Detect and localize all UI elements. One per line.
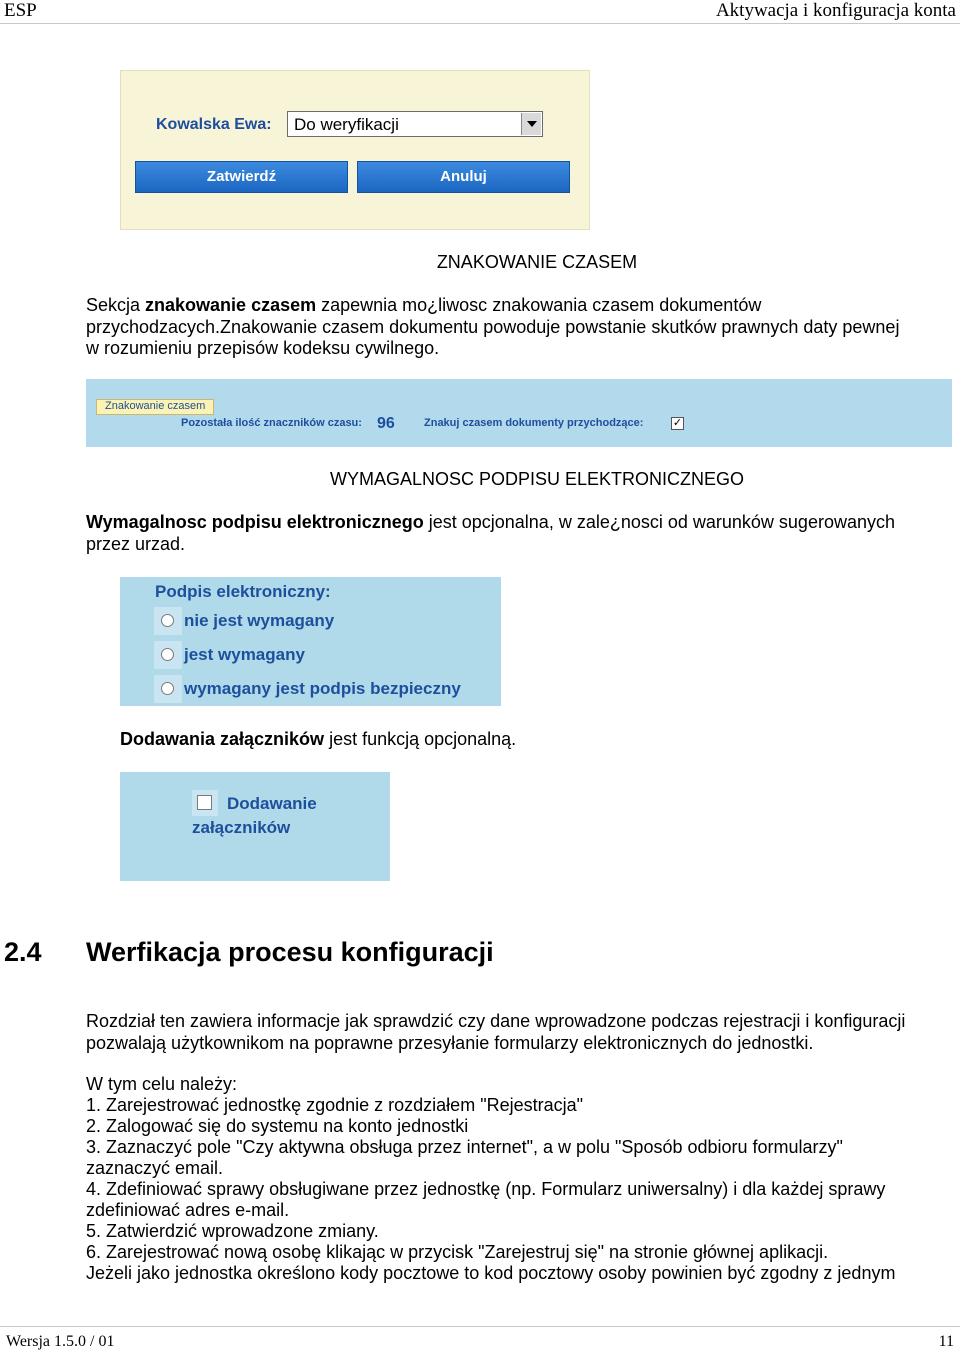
section-intro	[86, 1011, 952, 1054]
attachments-term: Dodawania załączników	[120, 729, 325, 749]
signature-paragraph-line1: Wymagalnosc podpisu elektronicznego jest opcjonalna, w zale¿nosci od warunków sugerowanych	[86, 512, 895, 532]
header-doc-title: Aktywacja i konfiguracja konta	[715, 0, 956, 21]
timestamp-paragraph-line2: przychodzacych.Znakowanie czasem dokumentu powoduje powstanie skutków prawnych daty pewnej	[86, 316, 900, 337]
approval-form-screenshot	[120, 70, 590, 230]
tab-timestamp[interactable]: Znakowanie czasem	[96, 399, 214, 415]
signature-panel-title: Podpis elektroniczny:	[155, 582, 331, 601]
step-item: 6. Zarejestrować nową osobę klikając w przycisk "Zarejestruj się" na stronie głównej aplikacji.	[86, 1242, 829, 1262]
confirm-button[interactable]: Zatwierdź	[135, 161, 348, 193]
signature-option-label: jest wymagany	[184, 645, 305, 664]
chevron-down-icon[interactable]	[521, 113, 541, 135]
postal-code-note: Jeżeli jako jednostka określono kody pocztowe to kod pocztowy osoby powinien być zgodny z jednym	[86, 1263, 896, 1283]
signature-option-label: wymagany jest podpis bezpieczny	[184, 679, 461, 698]
timestamp-panel-screenshot	[86, 379, 952, 447]
signature-paragraph-line2: przez urzad.	[86, 533, 186, 554]
timestamp-paragraph	[86, 295, 952, 360]
radio-button[interactable]	[161, 614, 174, 627]
signature-option-label: nie jest wymagany	[184, 611, 335, 630]
signature-term: Wymagalnosc podpisu elektronicznego	[86, 512, 424, 532]
signature-panel-screenshot	[120, 577, 501, 706]
section-heading: Werfikacja procesu konfiguracji	[86, 937, 494, 967]
user-name-label: Kowalska Ewa:	[156, 116, 272, 133]
cancel-button[interactable]: Anuluj	[357, 161, 570, 193]
stamp-incoming-checkbox[interactable]	[671, 417, 684, 430]
signature-paragraph	[86, 512, 952, 555]
section-intro-line2: pozwalają użytkownikom na poprawne przesyłanie formularzy elektronicznych do jednostki.	[86, 1032, 814, 1053]
step-item: 5. Zatwierdzić wprowadzone zmiany.	[86, 1221, 379, 1241]
attachments-note: Dodawania załączników jest funkcją opcjonalną.	[120, 729, 517, 749]
step-item: 2. Zalogować się do systemu na konto jednostki	[86, 1116, 469, 1136]
stamp-incoming-label: Znakuj czasem dokumenty przychodzące:	[424, 417, 644, 429]
timestamp-term: znakowanie czasem	[145, 295, 317, 315]
step-item: 1. Zarejestrować jednostkę zgodnie z rozdziałem "Rejestracja"	[86, 1095, 584, 1115]
header-doc-code: ESP	[4, 0, 37, 21]
steps-intro: W tym celu należy:	[86, 1074, 238, 1094]
header-divider	[0, 23, 960, 24]
section-title-signature: WYMAGALNOSC PODPISU ELEKTRONICZNEGO	[329, 469, 745, 489]
status-select-value: Do weryfikacji	[294, 115, 399, 134]
step-item-continued: zaznaczyć email.	[86, 1158, 224, 1178]
attachments-checkbox-label: Dodawanie załączników	[192, 794, 317, 837]
step-item-continued: zdefiniować adres e-mail.	[86, 1200, 290, 1220]
step-item: 4. Zdefiniować sprawy obsługiwane przez jednostkę (np. Formularz uniwersalny) i dla każdej sprawy	[86, 1179, 886, 1199]
radio-button[interactable]	[161, 648, 174, 661]
checkmark-icon: ✓	[672, 417, 683, 429]
attachments-panel-screenshot	[120, 772, 390, 881]
radio-button[interactable]	[161, 682, 174, 695]
remaining-stamps-label: Pozostała ilość znaczników czasu:	[181, 417, 362, 429]
page-number: 11	[938, 1333, 954, 1350]
status-select[interactable]	[287, 111, 543, 137]
section-number: 2.4	[4, 937, 42, 967]
timestamp-paragraph-line3: w rozumieniu przepisów kodeksu cywilnego.	[86, 338, 440, 358]
section-title-timestamp: ZNAKOWANIE CZASEM	[436, 252, 638, 272]
step-item: 3. Zaznaczyć pole "Czy aktywna obsługa przez internet", a w polu "Sposób odbioru formularzy"	[86, 1137, 843, 1157]
timestamp-paragraph-line1: Sekcja znakowanie czasem zapewnia mo¿liwosc znakowania czasem dokumentów	[86, 295, 762, 315]
section-intro-line1: Rozdział ten zawiera informacje jak sprawdzić czy dane wprowadzone podczas rejestracji i konfiguracji	[86, 1011, 906, 1031]
footer-version: Wersja 1.5.0 / 01	[6, 1333, 115, 1350]
footer-divider	[0, 1326, 960, 1327]
remaining-stamps-count: 96	[377, 415, 395, 432]
